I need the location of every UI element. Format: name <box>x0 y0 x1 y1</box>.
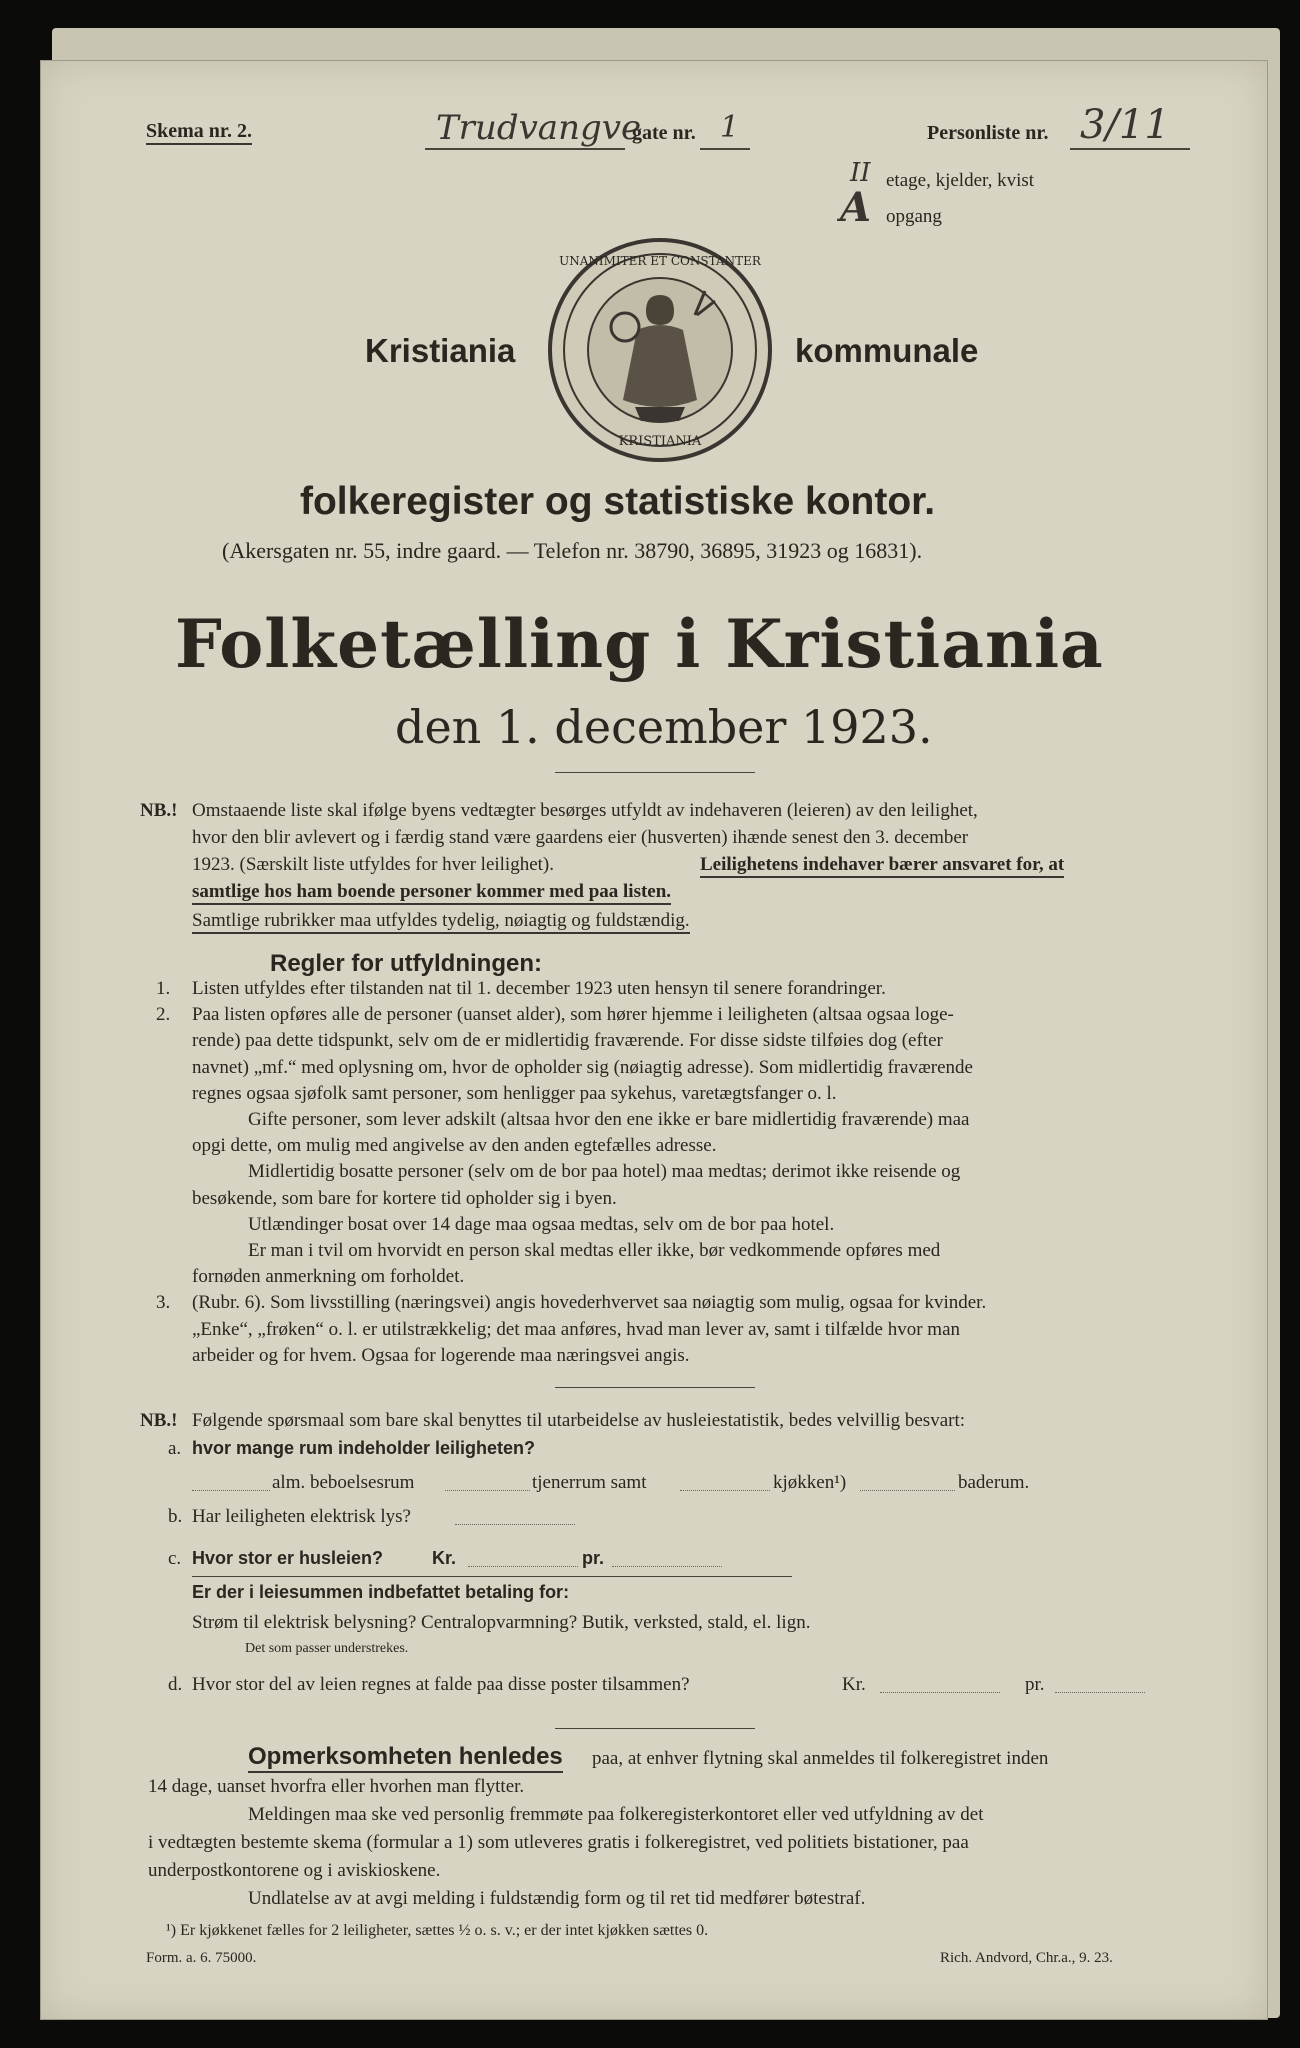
rule-line: Gifte personer, som lever adskilt (altsaa hvor den ene ikke er bare midlertidig fraværende) maa <box>248 1109 970 1130</box>
rule-line: Listen utfyldes efter tilstanden nat til 1. december 1923 uten hensyn til senere forandringer. <box>192 978 886 999</box>
rule-line: fornøden anmerkning om forholdet. <box>192 1266 465 1288</box>
rule-line: besøkende, som bare for kortere tid opholder sig i byen. <box>192 1187 617 1209</box>
share-period-field[interactable] <box>1055 1692 1145 1693</box>
nb2-a-field-1: alm. beboelsesrum <box>272 1472 415 1493</box>
city-seal-icon <box>545 235 775 465</box>
gate-number-handwritten: 1 <box>720 110 740 145</box>
notice-line-6: Undlatelse av at avgi melding i fuldstændig form og til ret tid medfører bøtestraf. <box>248 1888 866 1909</box>
nb1-line-3b: Leilighetens indehaver bærer ansvaret for, at <box>700 854 1064 878</box>
rule-line: rende) paa dette tidspunkt, selv om de er midlertidig fraværende. For disse sidste tilføies dog (efter <box>192 1030 943 1052</box>
footnote: ¹) Er kjøkkenet fælles for 2 leiligheter, sættes ½ o. s. v.; er der intet kjøkken sættes 0. <box>166 1922 709 1939</box>
opgang-handwritten: A <box>840 184 872 231</box>
nb2-c-items: Strøm til elektrisk belysning? Centralopvarmning? Butik, verksted, stald, el. lign. <box>192 1612 811 1633</box>
nb2-label: NB.! <box>140 1410 178 1431</box>
notice-line-1: paa, at enhver flytning skal anmeldes til folkeregistret inden <box>592 1748 1049 1769</box>
rule-line: (Rubr. 6). Som livsstilling (næringsvei) angis hovederhvervet saa nøiagtig som mulig, ogsaa for kvinder. <box>192 1292 987 1314</box>
rent-amount-field[interactable] <box>468 1566 578 1567</box>
floor-handwritten: II <box>850 158 871 188</box>
floor-label: etage, kjelder, kvist <box>886 170 1035 191</box>
notice-heading: Opmerksomheten henledes <box>248 1743 563 1773</box>
rule-line: Er man i tvil om hvorvidt en person skal medtas eller ikke, bør vedkommende opføres med <box>248 1240 941 1261</box>
nb2-d-question: Hvor stor del av leien regnes at falde paa disse poster tilsammen? <box>192 1674 690 1695</box>
rule-line: arbeider og for hvem. Ogsaa for logerende maa næringsvei angis. <box>192 1344 690 1366</box>
notice-line-5: underpostkontorene og i aviskioskene. <box>148 1860 441 1881</box>
rule-line: regnes ogsaa sjøfolk samt personer, som henligger paa sykehus, varetægtsfanger o. l. <box>192 1082 837 1104</box>
nb2-a-field-4: baderum. <box>958 1472 1030 1493</box>
office-address: (Akersgaten nr. 55, indre gaard. — Telefon nr. 38790, 36895, 31923 og 16831). <box>222 538 923 563</box>
servant-rooms-field[interactable] <box>445 1490 530 1491</box>
personliste-number-handwritten: 3/11 <box>1080 102 1170 148</box>
nb2-a-question: hvor mange rum indeholder leiligheten? <box>192 1438 536 1458</box>
rule-line: Utlændinger bosat over 14 dage maa ogsaa medtas, selv om de bor paa hotel. <box>248 1213 835 1235</box>
skema-number: Skema nr. 2. <box>146 120 252 145</box>
office-right-word: kommunale <box>795 332 979 369</box>
nb1-label: NB.! <box>140 800 178 821</box>
form-number: Form. a. 6. 75000. <box>146 1950 257 1966</box>
nb2-intro: Følgende spørsmaal som bare skal benyttes til utarbeidelse av husleiestatistik, bedes velvillig besvart: <box>192 1410 966 1431</box>
nb1-line-5: Samtlige rubrikker maa utfyldes tydelig, nøiagtig og fuldstændig. <box>192 910 690 934</box>
notice-line-4: i vedtægten bestemte skema (formular a 1) som utleveres gratis i folkeregistret, ved politiets bistationer, paa <box>148 1832 969 1853</box>
nb2-b-label: b. <box>168 1506 183 1527</box>
kitchen-field[interactable] <box>680 1490 770 1491</box>
nb1-line-2: hvor den blir avlevert og i færdig stand være gaardens eier (husverten) ihænde senest den 3. december <box>192 827 969 848</box>
notice-line-2: 14 dage, uanset hvorfra eller hvorhen man flytter. <box>148 1776 525 1797</box>
nb2-c-question: Hvor stor er husleien? <box>192 1548 384 1568</box>
nb2-c-subquestion: Er der i leiesummen indbefattet betaling for: <box>192 1582 570 1602</box>
nb1-line-1: Omstaaende liste skal ifølge byens vedtægter besørges utfyldt av indehaveren (leieren) av den leilighet, <box>192 800 978 821</box>
office-left-word: Kristiania <box>365 332 516 369</box>
rule-number: 1. <box>156 978 171 999</box>
street-name-handwritten: Trudvangve <box>436 108 642 148</box>
personliste-label: Personliste nr. <box>927 122 1049 144</box>
rule-line: Paa listen opføres alle de personer (uanset alder), som hører hjemme i leiligheten (altsaa ogsaa loge- <box>192 1004 954 1026</box>
rule-line: Midlertidig bosatte personer (selv om de bor paa hotel) maa medtas; derimot ikke reisende og <box>248 1161 961 1183</box>
bathroom-field[interactable] <box>860 1490 955 1491</box>
office-name: folkeregister og statistiske kontor. <box>300 480 936 523</box>
nb2-a-field-2: tjenerrum samt <box>532 1472 647 1493</box>
notice-line-3: Meldingen maa ske ved personlig fremmøte paa folkeregisterkontoret eller ved utfyldning av det <box>248 1804 984 1825</box>
nb2-c-pr: pr. <box>582 1548 605 1568</box>
printer-credit: Rich. Andvord, Chr.a., 9. 23. <box>940 1950 1113 1966</box>
rooms-field[interactable] <box>192 1490 270 1491</box>
page-title: Folketælling i Kristiania <box>175 605 1104 683</box>
nb2-c-label: c. <box>168 1548 182 1569</box>
nb2-d-pr: pr. <box>1025 1674 1045 1695</box>
rule-line: opgi dette, om mulig med angivelse av den anden egtefælles adresse. <box>192 1135 717 1157</box>
nb2-c-note: Det som passer understrekes. <box>245 1641 409 1656</box>
svg-text:KRISTIANIA: KRISTIANIA <box>618 434 702 449</box>
nb1-line-4: samtlige hos ham boende personer kommer med paa listen. <box>192 881 671 905</box>
rule-line: navnet) „mf.“ med oplysning om, hvor de opholder sig (nøiagtig adresse). Som midlertidig fraværende <box>192 1056 973 1078</box>
nb1-line-3a: 1923. (Særskilt liste utfyldes for hver leilighet). <box>192 854 555 875</box>
census-date: den 1. december 1923. <box>395 700 933 754</box>
rule-number: 3. <box>156 1292 171 1314</box>
electric-light-field[interactable] <box>455 1524 575 1525</box>
nb2-a-label: a. <box>168 1438 182 1459</box>
nb2-a-field-3: kjøkken¹) <box>773 1472 847 1493</box>
share-amount-field[interactable] <box>880 1692 1000 1693</box>
nb2-b-question: Har leiligheten elektrisk lys? <box>192 1506 411 1527</box>
rent-period-field[interactable] <box>612 1566 722 1567</box>
svg-text:UNANIMITER ET CONSTANTER: UNANIMITER ET CONSTANTER <box>559 254 761 268</box>
gate-label: gate nr. <box>632 122 696 144</box>
nb2-d-label: d. <box>168 1674 183 1695</box>
rules-heading: Regler for utfyldningen: <box>270 950 542 977</box>
opgang-label: opgang <box>886 206 942 227</box>
census-form-page <box>40 60 1268 2020</box>
nb2-c-kr: Kr. <box>432 1548 457 1568</box>
nb2-d-kr: Kr. <box>842 1674 866 1695</box>
rule-number: 2. <box>156 1004 171 1026</box>
rule-line: „Enke“, „frøken“ o. l. er utilstrækkelig; det maa anføres, hvad man lever av, samt i tilfælde hvor man <box>192 1318 961 1340</box>
